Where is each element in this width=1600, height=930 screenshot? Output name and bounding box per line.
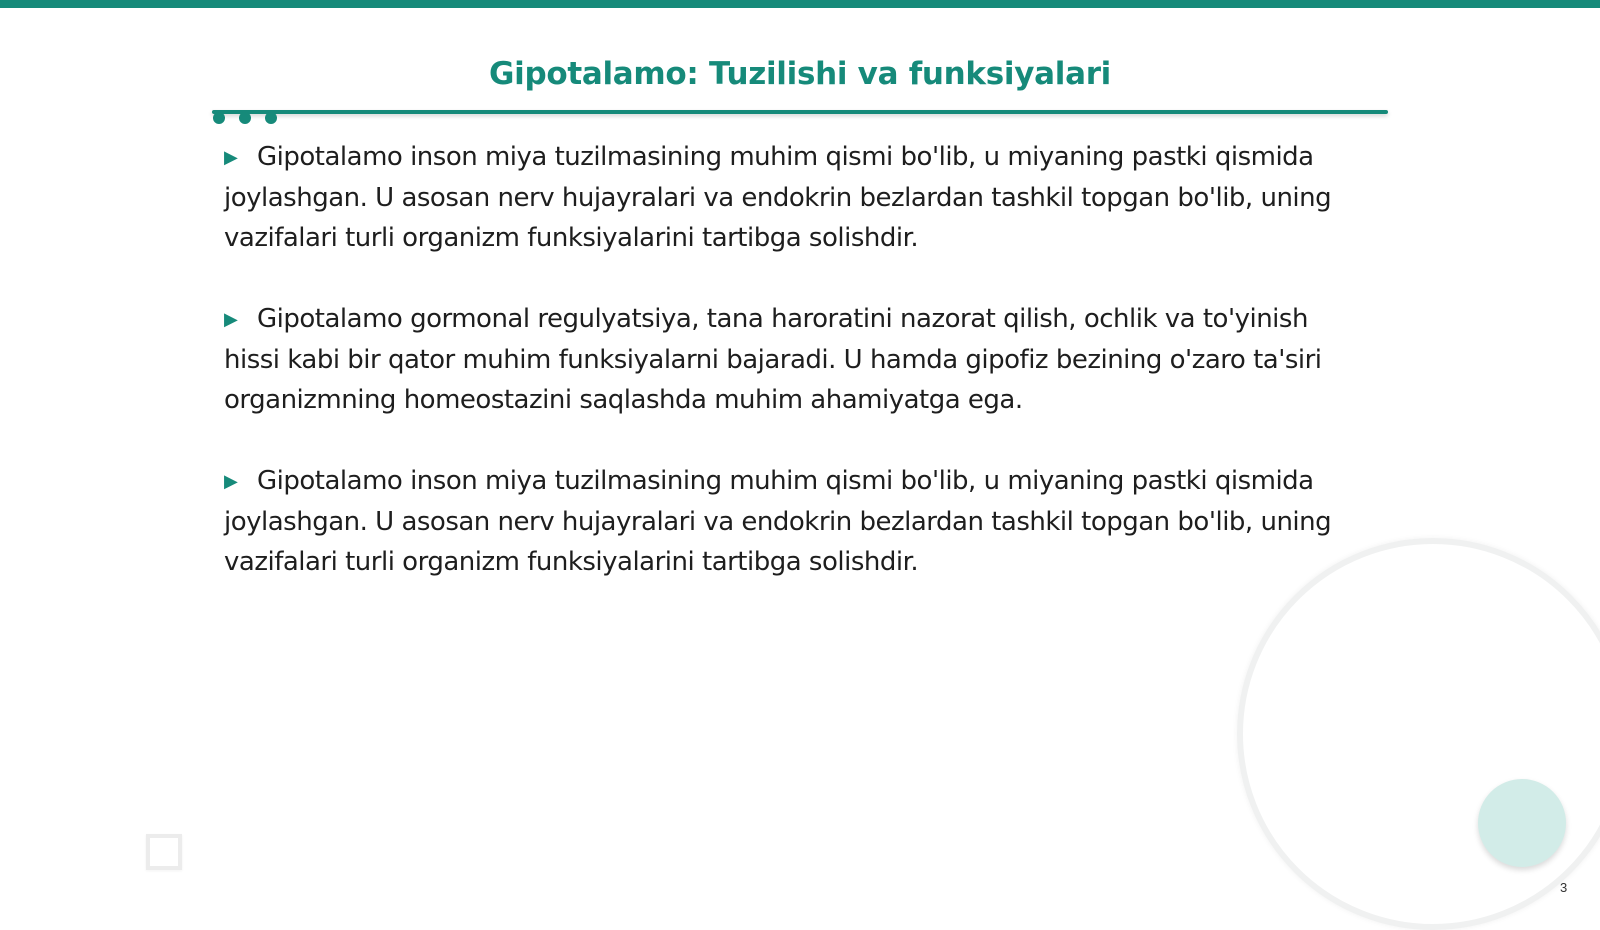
bullet-arrow-icon: ▶ [224, 309, 238, 330]
top-accent-bar [0, 0, 1600, 8]
decorative-dot-1 [213, 112, 225, 124]
decorative-dot-2 [239, 112, 251, 124]
slide-number: 3 [1560, 880, 1568, 895]
paragraph-text: Gipotalamo inson miya tuzilmasining muhim qismi bo'lib, u miyaning pastki qismida joylashgan. U asosan nerv hujayralari va endokrin bezlardan tashkil topgan bo'lib, uning vazifalari turli organizm funksiyalarini tartibga solishdir. [224, 466, 1332, 577]
paragraph-text: Gipotalamo inson miya tuzilmasining muhim qismi bo'lib, u miyaning pastki qismida joylashgan. U asosan nerv hujayralari va endokrin bezlardan tashkil topgan bo'lib, uning vazifalari turli organizm funksiyalarini tartibga solishdir. [224, 142, 1332, 253]
bullet-arrow-icon: ▶ [224, 471, 238, 492]
title-underline [212, 110, 1388, 114]
slide-body [224, 137, 1364, 623]
paragraph-1 [224, 137, 1364, 258]
paragraph-3 [224, 461, 1364, 582]
decorative-dot-3 [265, 112, 277, 124]
decorative-square [146, 834, 182, 870]
decorative-circle [1478, 779, 1566, 867]
bullet-arrow-icon: ▶ [224, 147, 238, 168]
slide-title: Gipotalamo: Tuzilishi va funksiyalari [488, 56, 1112, 92]
paragraph-text: Gipotalamo gormonal regulyatsiya, tana haroratini nazorat qilish, ochlik va to'yinish hissi kabi bir qator muhim funksiyalarni bajaradi. U hamda gipofiz bezining o'zaro ta'siri organizmning homeostazini saqlashda muhim ahamiyatga ega. [224, 304, 1322, 415]
decorative-ring [1237, 538, 1600, 930]
paragraph-2 [224, 299, 1364, 420]
